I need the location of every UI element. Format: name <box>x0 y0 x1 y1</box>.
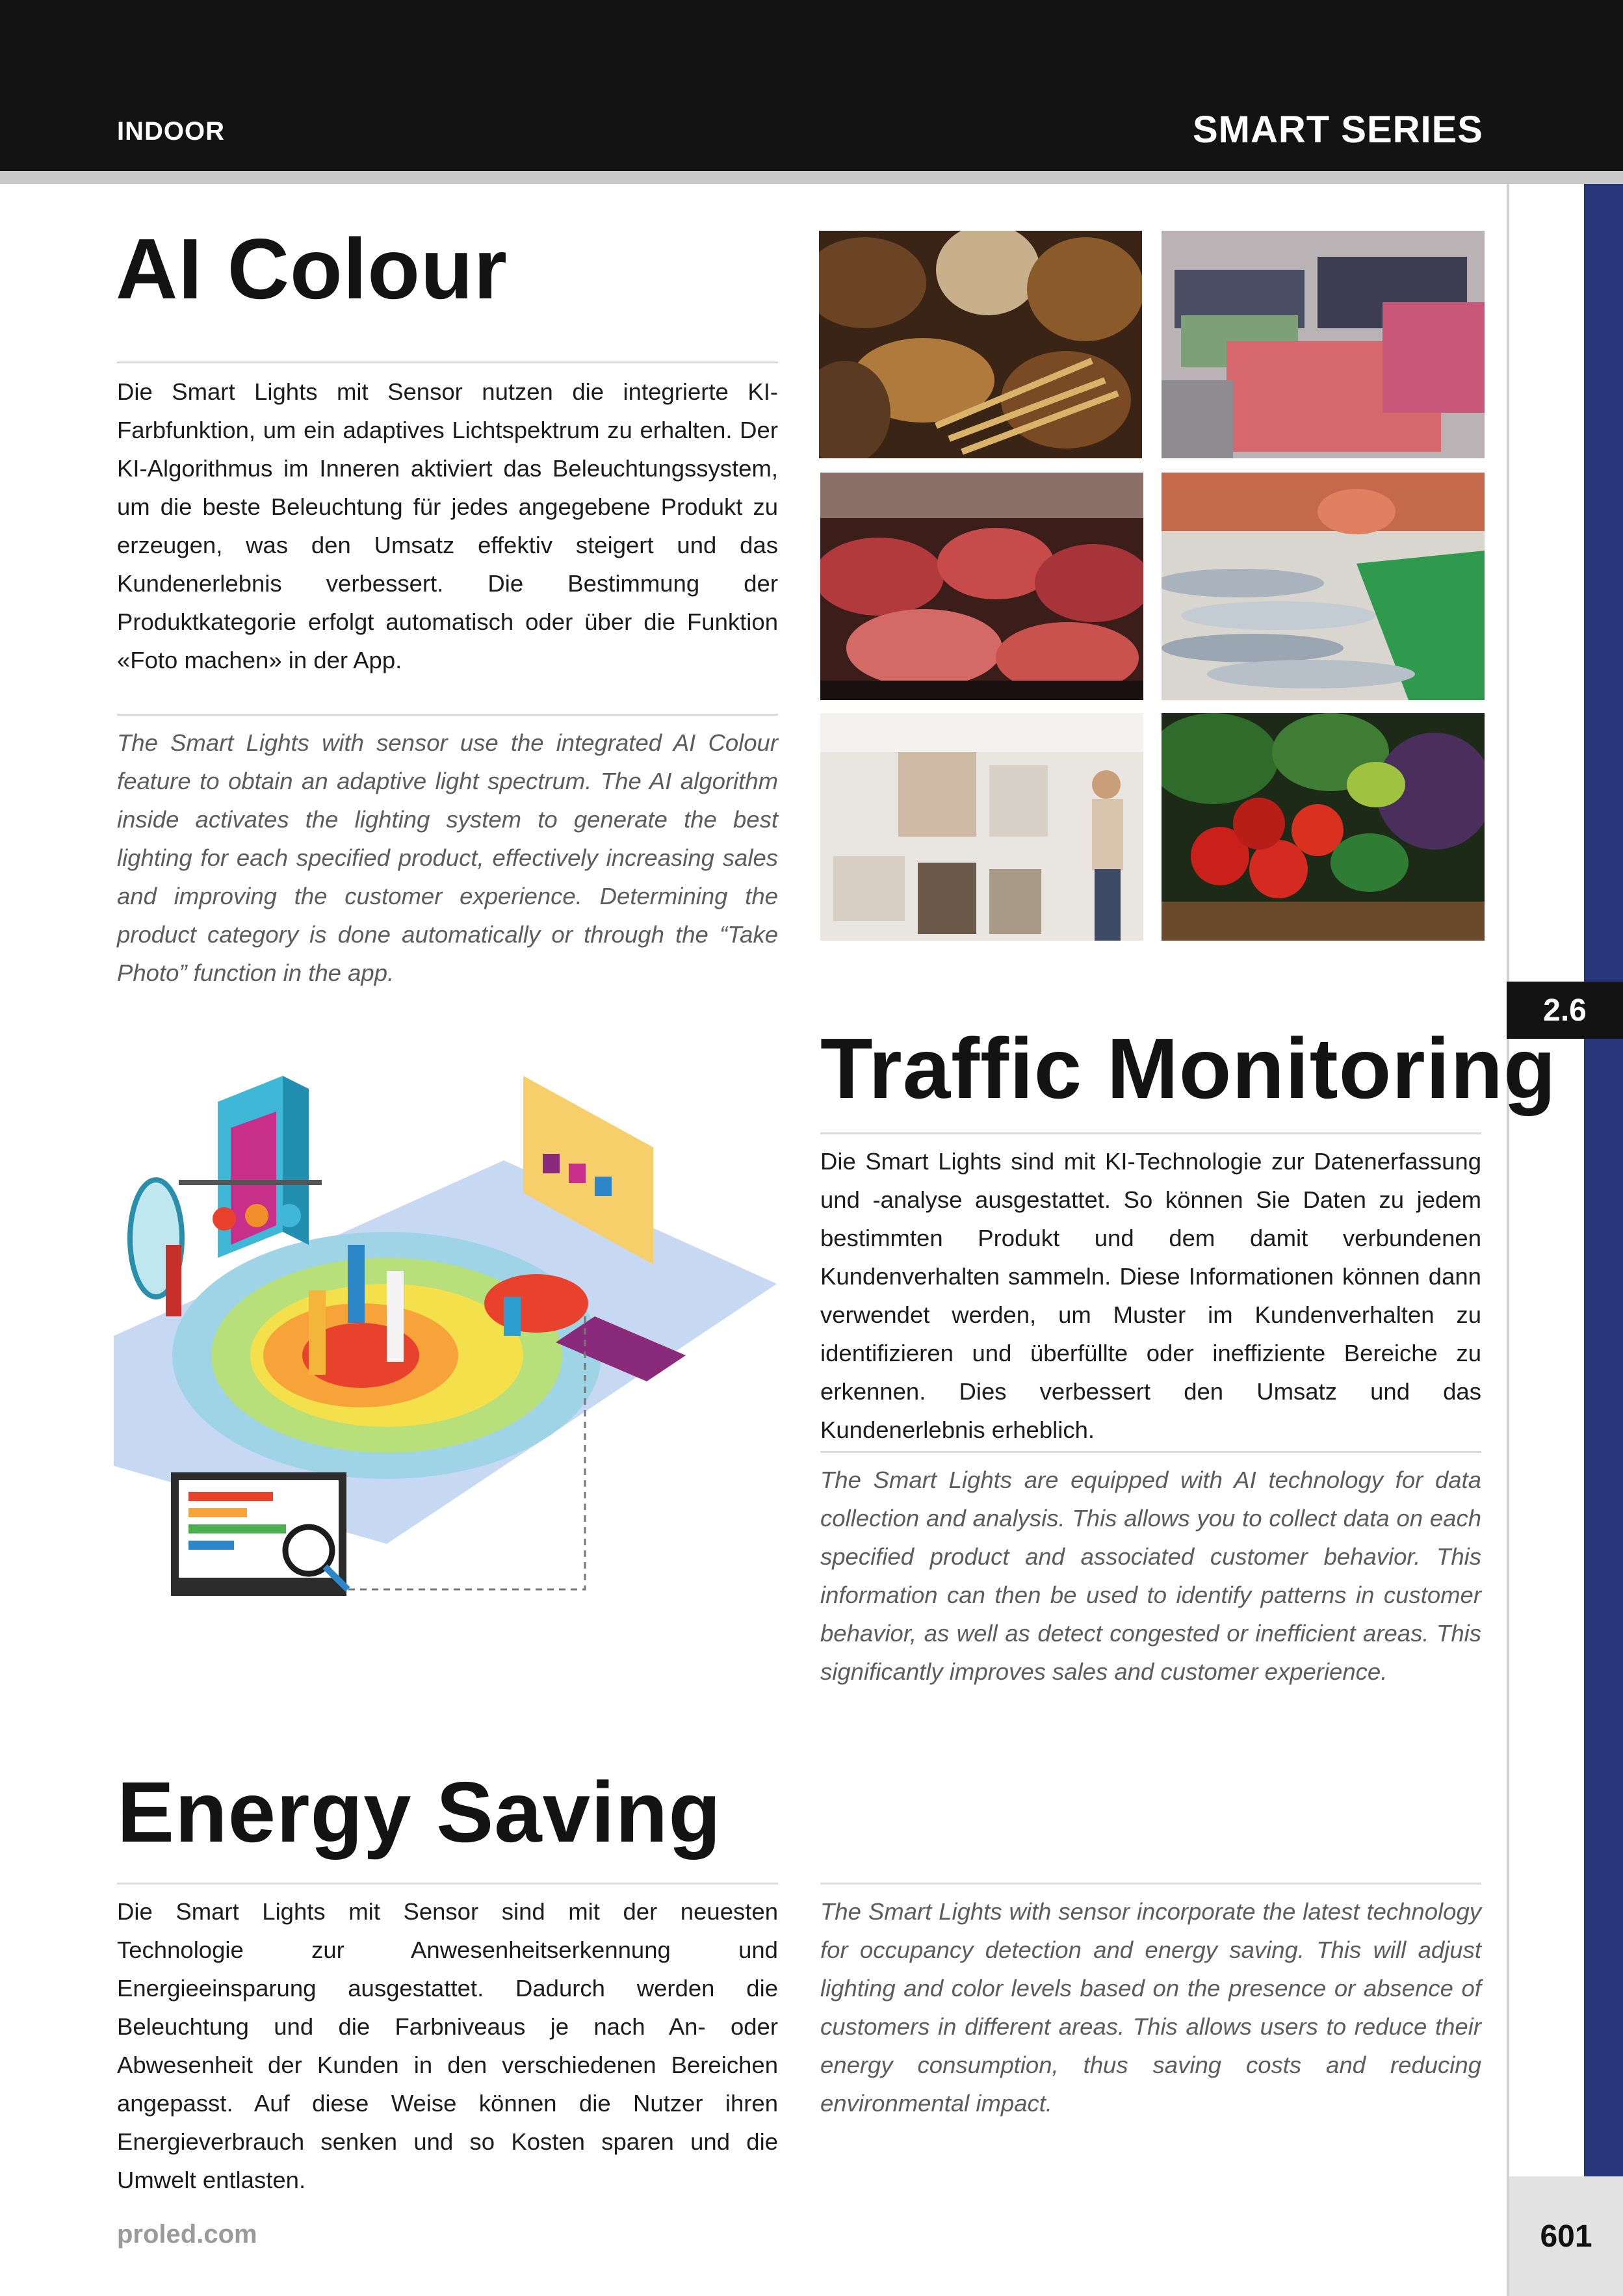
margin-divider <box>1507 184 1509 2296</box>
ai-colour-rule-en <box>117 714 778 716</box>
traffic-monitoring-text-de: Die Smart Lights sind mit KI-Technologie zur Datenerfassung und -analyse ausgestattet. So können Sie Daten zu jedem bestimmten Produkt und dem damit verbundenen Kundenverhalten sammeln. Diese Informationen können dann verwendet werden, um Muster im Kundenverhalten zu identifizieren und überfüllte oder ineffiziente Bereiche zu erkennen. Dies verbessert den Umsatz und das Kundenerlebnis erheblich. <box>820 1148 1481 1443</box>
section-number-tab: 2.6 <box>1507 982 1623 1039</box>
energy-saving-text-en: The Smart Lights with sensor incorporate the latest technology for occupancy detection and energy saving. This will adjust lighting and color levels based on the presence or absence of customers in different areas. This allows users to reduce their energy consumption, thus saving costs and reducing environmental impact. <box>820 1898 1481 2117</box>
traffic-monitoring-title: Traffic Monitoring <box>820 1021 1557 1116</box>
page-number: 601 <box>1509 2176 1623 2296</box>
traffic-monitoring-rule-en <box>820 1451 1481 1453</box>
fish-photo <box>1162 473 1485 700</box>
ai-colour-text-en: The Smart Lights with sensor use the integrated AI Colour feature to obtain an adaptive light spectrum. The AI algorithm inside activates the lighting system to generate the best lighting for each specified product, effectively increasing sales and improving the customer experience. Determining the product category is done automatically or through the “Take Photo” function in the app. <box>117 729 778 986</box>
header-divider <box>0 171 1623 184</box>
chapter-color-bar <box>1584 184 1623 2176</box>
energy-saving-rule-en <box>820 1883 1481 1885</box>
series-label: SMART SERIES <box>1192 109 1483 151</box>
energy-saving-rule-de <box>117 1883 778 1885</box>
traffic-monitoring-rule <box>820 1132 1481 1134</box>
ai-colour-text-de: Die Smart Lights mit Sensor nutzen die integrierte KI-Farbfunktion, um ein adaptives Lichtspektrum zu erhalten. Der KI-Algorithmus im Inneren aktiviert das Beleuchtungssystem, um die beste Beleuchtung für jedes angegebene Produkt zu erzeugen, was den Umsatz effektiv steigert und das Kundenerlebnis verbessert. Die Bestimmung der Produktkategorie erfolgt automatisch oder über die Funktion «Foto machen» in der App. <box>117 378 778 673</box>
store-interior-photo <box>820 713 1143 941</box>
traffic-monitoring-text-en: The Smart Lights are equipped with AI technology for data collection and analysis. This allows you to collect data on each specified product and associated customer behavior. This information can then be used to identify patterns in customer behavior, as well as detect congested or inefficient areas. This significantly improves sales and customer experience. <box>820 1467 1481 1685</box>
heatmap-store-illustration <box>114 1050 777 1602</box>
ai-colour-rule <box>117 361 778 363</box>
website-link[interactable]: proled.com <box>117 2220 257 2249</box>
category-label: INDOOR <box>117 117 225 146</box>
clothing-photo <box>1162 231 1485 458</box>
ai-colour-title: AI Colour <box>116 221 508 317</box>
energy-saving-title: Energy Saving <box>117 1764 721 1860</box>
energy-saving-text-de: Die Smart Lights mit Sensor sind mit der neuesten Technologie zur Anwesenheitserkennung und Energieeinsparung ausgestattet. Dadurch werden die Beleuchtung und die Farbniveaus je nach An- oder Abwesenheit der Kunden in den verschiedenen Bereichen angepasst. Auf diese Weise können die Nutzer ihren Energieverbrauch senken und so Kosten sparen und die Umwelt entlasten. <box>117 1898 778 2193</box>
bread-photo <box>819 231 1142 458</box>
vegetables-photo <box>1162 713 1485 941</box>
meat-photo <box>820 473 1143 700</box>
